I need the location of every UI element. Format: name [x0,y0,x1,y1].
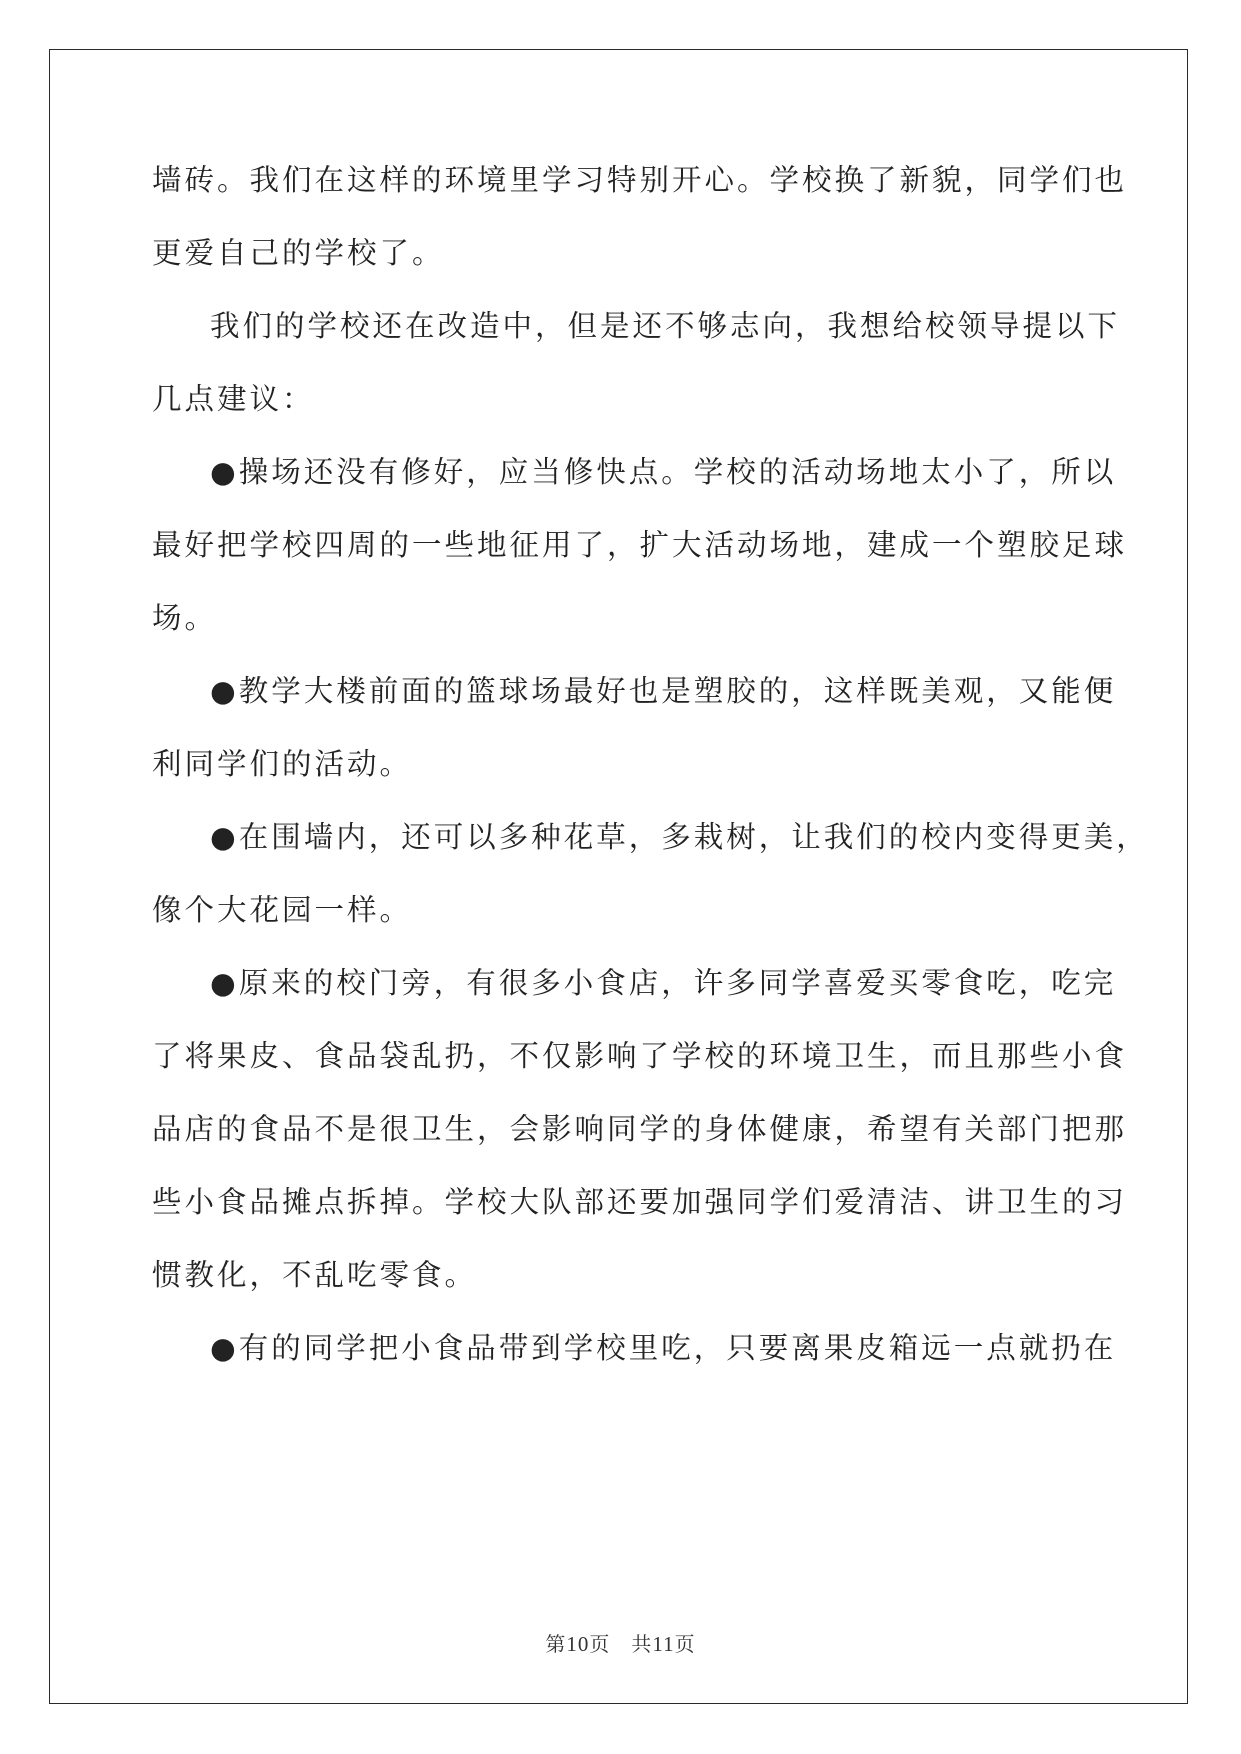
page-border [49,49,1188,1704]
bullet-item-line: ●有的同学把小食品带到学校里吃，只要离果皮箱远一点就扔在 [210,1331,1117,1365]
text-line: 些小食品摊点拆掉。学校大队部还要加强同学们爱清洁、讲卫生的习 [152,1185,1128,1219]
text-line: 惯教化，不乱吃零食。 [152,1258,478,1292]
text-line: 品店的食品不是很卫生，会影响同学的身体健康，希望有关部门把那 [152,1112,1128,1146]
footer-suffix: 页 [674,1634,696,1656]
text-line: 利同学们的活动。 [152,747,413,781]
footer-middle: 页 共 [589,1634,653,1656]
text-line: 了将果皮、食品袋乱扔，不仅影响了学校的环境卫生，而且那些小食 [152,1039,1128,1073]
total-pages-number: 11 [652,1632,675,1656]
text-line: 场。 [152,601,218,635]
text-line: 更爱自己的学校了。 [152,236,445,270]
current-page-number: 10 [566,1632,590,1656]
bullet-item-line: ●原来的校门旁，有很多小食店，许多同学喜爱买零食吃，吃完 [210,966,1117,1000]
bullet-item-line: ●在围墙内，还可以多种花草，多栽树，让我们的校内变得更美， [210,820,1149,854]
text-line: 墙砖。我们在这样的环境里学习特别开心。学校换了新貌，同学们也 [152,163,1128,197]
bullet-item-line: ●教学大楼前面的篮球场最好也是塑胶的，这样既美观，又能便 [210,674,1117,708]
page-footer [0,1628,1241,1657]
text-line: 几点建议： [152,382,315,416]
bullet-item-line: ●操场还没有修好，应当修快点。学校的活动场地太小了，所以 [210,455,1117,489]
footer-prefix: 第 [545,1634,567,1656]
text-line: 像个大花园一样。 [152,893,413,927]
paragraph-start-line: 我们的学校还在改造中，但是还不够志向，我想给校领导提以下 [210,309,1121,343]
text-line: 最好把学校四周的一些地征用了，扩大活动场地，建成一个塑胶足球 [152,528,1128,562]
